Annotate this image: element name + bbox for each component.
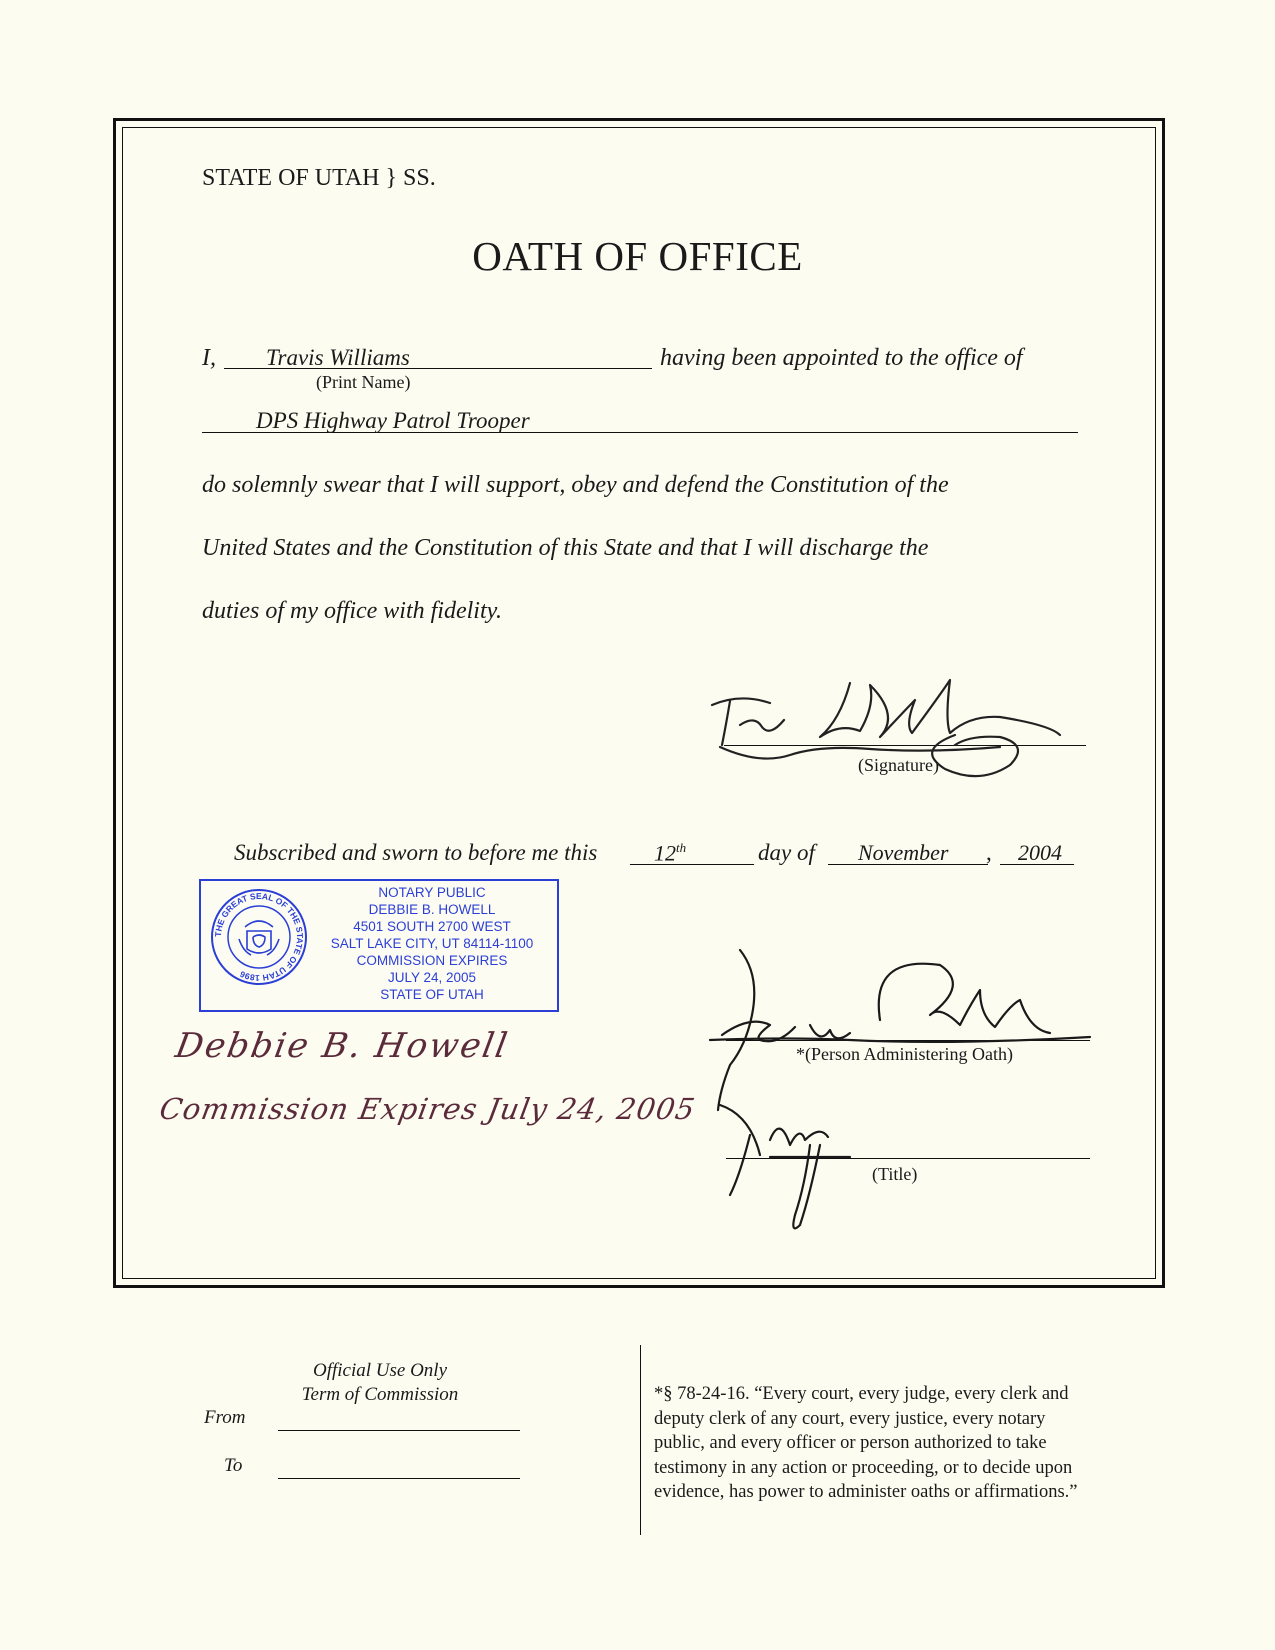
statute-footnote	[654, 1382, 1078, 1505]
stamp-line: NOTARY PUBLIC	[378, 885, 486, 900]
handwritten-notary-name: Debbie B. Howell	[172, 1026, 512, 1066]
stamp-line: JULY 24, 2005	[387, 970, 477, 985]
footnote-line: public, and every officer or person authorized to take	[654, 1433, 1047, 1453]
official-use-heading: Official Use Only	[312, 1360, 448, 1381]
date-comma: ,	[986, 840, 992, 865]
svg-text:THE GREAT SEAL OF THE STATE OF	[213, 891, 305, 983]
notary-stamp	[199, 879, 559, 1012]
to-label: To	[224, 1455, 243, 1476]
day-of-text: day of	[758, 840, 815, 865]
footer-divider	[640, 1345, 641, 1535]
sworn-day-number: 12	[654, 840, 676, 866]
stamp-line: SALT LAKE CITY, UT 84114-1100	[330, 936, 534, 951]
signature-label: (Signature)	[858, 755, 939, 775]
oath-line-3: duties of my office with fidelity.	[202, 598, 502, 624]
footnote-line: *§ 78-24-16. “Every court, every judge, every clerk and	[654, 1384, 1069, 1404]
footnote-line: evidence, has power to administer oaths or affirmations.”	[654, 1482, 1078, 1502]
footnote-line: deputy clerk of any court, every justice, every notary	[654, 1408, 1046, 1429]
from-input-line	[278, 1430, 520, 1431]
stamp-line: DEBBIE B. HOWELL	[368, 902, 496, 917]
office-name: DPS Highway Patrol Trooper	[256, 408, 530, 433]
footnote-line: testimony in any action or proceeding, or to decide upon	[654, 1457, 1073, 1478]
appointee-name: Travis Williams	[266, 345, 410, 370]
appointed-text: having been appointed to the office of	[660, 345, 1023, 371]
sworn-text: Subscribed and sworn to before me this	[234, 840, 598, 865]
oath-line-1: do solemnly swear that I will support, obey and defend the Constitution of the	[202, 472, 949, 498]
handwritten-commission: Commission Expires July 24, 2005	[157, 1092, 699, 1126]
stamp-line: COMMISSION EXPIRES	[356, 953, 508, 968]
prefix-i: I,	[202, 345, 216, 371]
stamp-line: 4501 SOUTH 2700 WEST	[353, 919, 511, 934]
sworn-day	[654, 840, 686, 866]
state-line: STATE OF UTAH } SS.	[202, 165, 436, 191]
appointee-signature	[700, 665, 1100, 825]
notary-stamp-text	[313, 884, 551, 1003]
page-title: OATH OF OFFICE	[472, 233, 803, 279]
sworn-day-suffix: th	[676, 840, 687, 855]
oath-line-2: United States and the Constitution of this State and that I will discharge the	[202, 535, 929, 561]
to-input-line	[278, 1478, 520, 1479]
stamp-line: STATE OF UTAH	[380, 987, 484, 1002]
administering-label: *(Person Administering Oath)	[796, 1044, 1013, 1064]
utah-seal-icon	[209, 887, 309, 987]
from-label: From	[204, 1407, 246, 1428]
print-name-label: (Print Name)	[316, 372, 411, 392]
sworn-month: November	[858, 840, 949, 865]
day-underline	[630, 864, 754, 865]
term-of-commission-heading: Term of Commission	[301, 1384, 459, 1405]
seal-ring-text: THE GREAT SEAL OF THE STATE OF UTAH 1896	[212, 890, 306, 984]
sworn-year: 2004	[1018, 840, 1062, 865]
title-label: (Title)	[872, 1164, 918, 1184]
administrator-signature	[710, 945, 1100, 1245]
